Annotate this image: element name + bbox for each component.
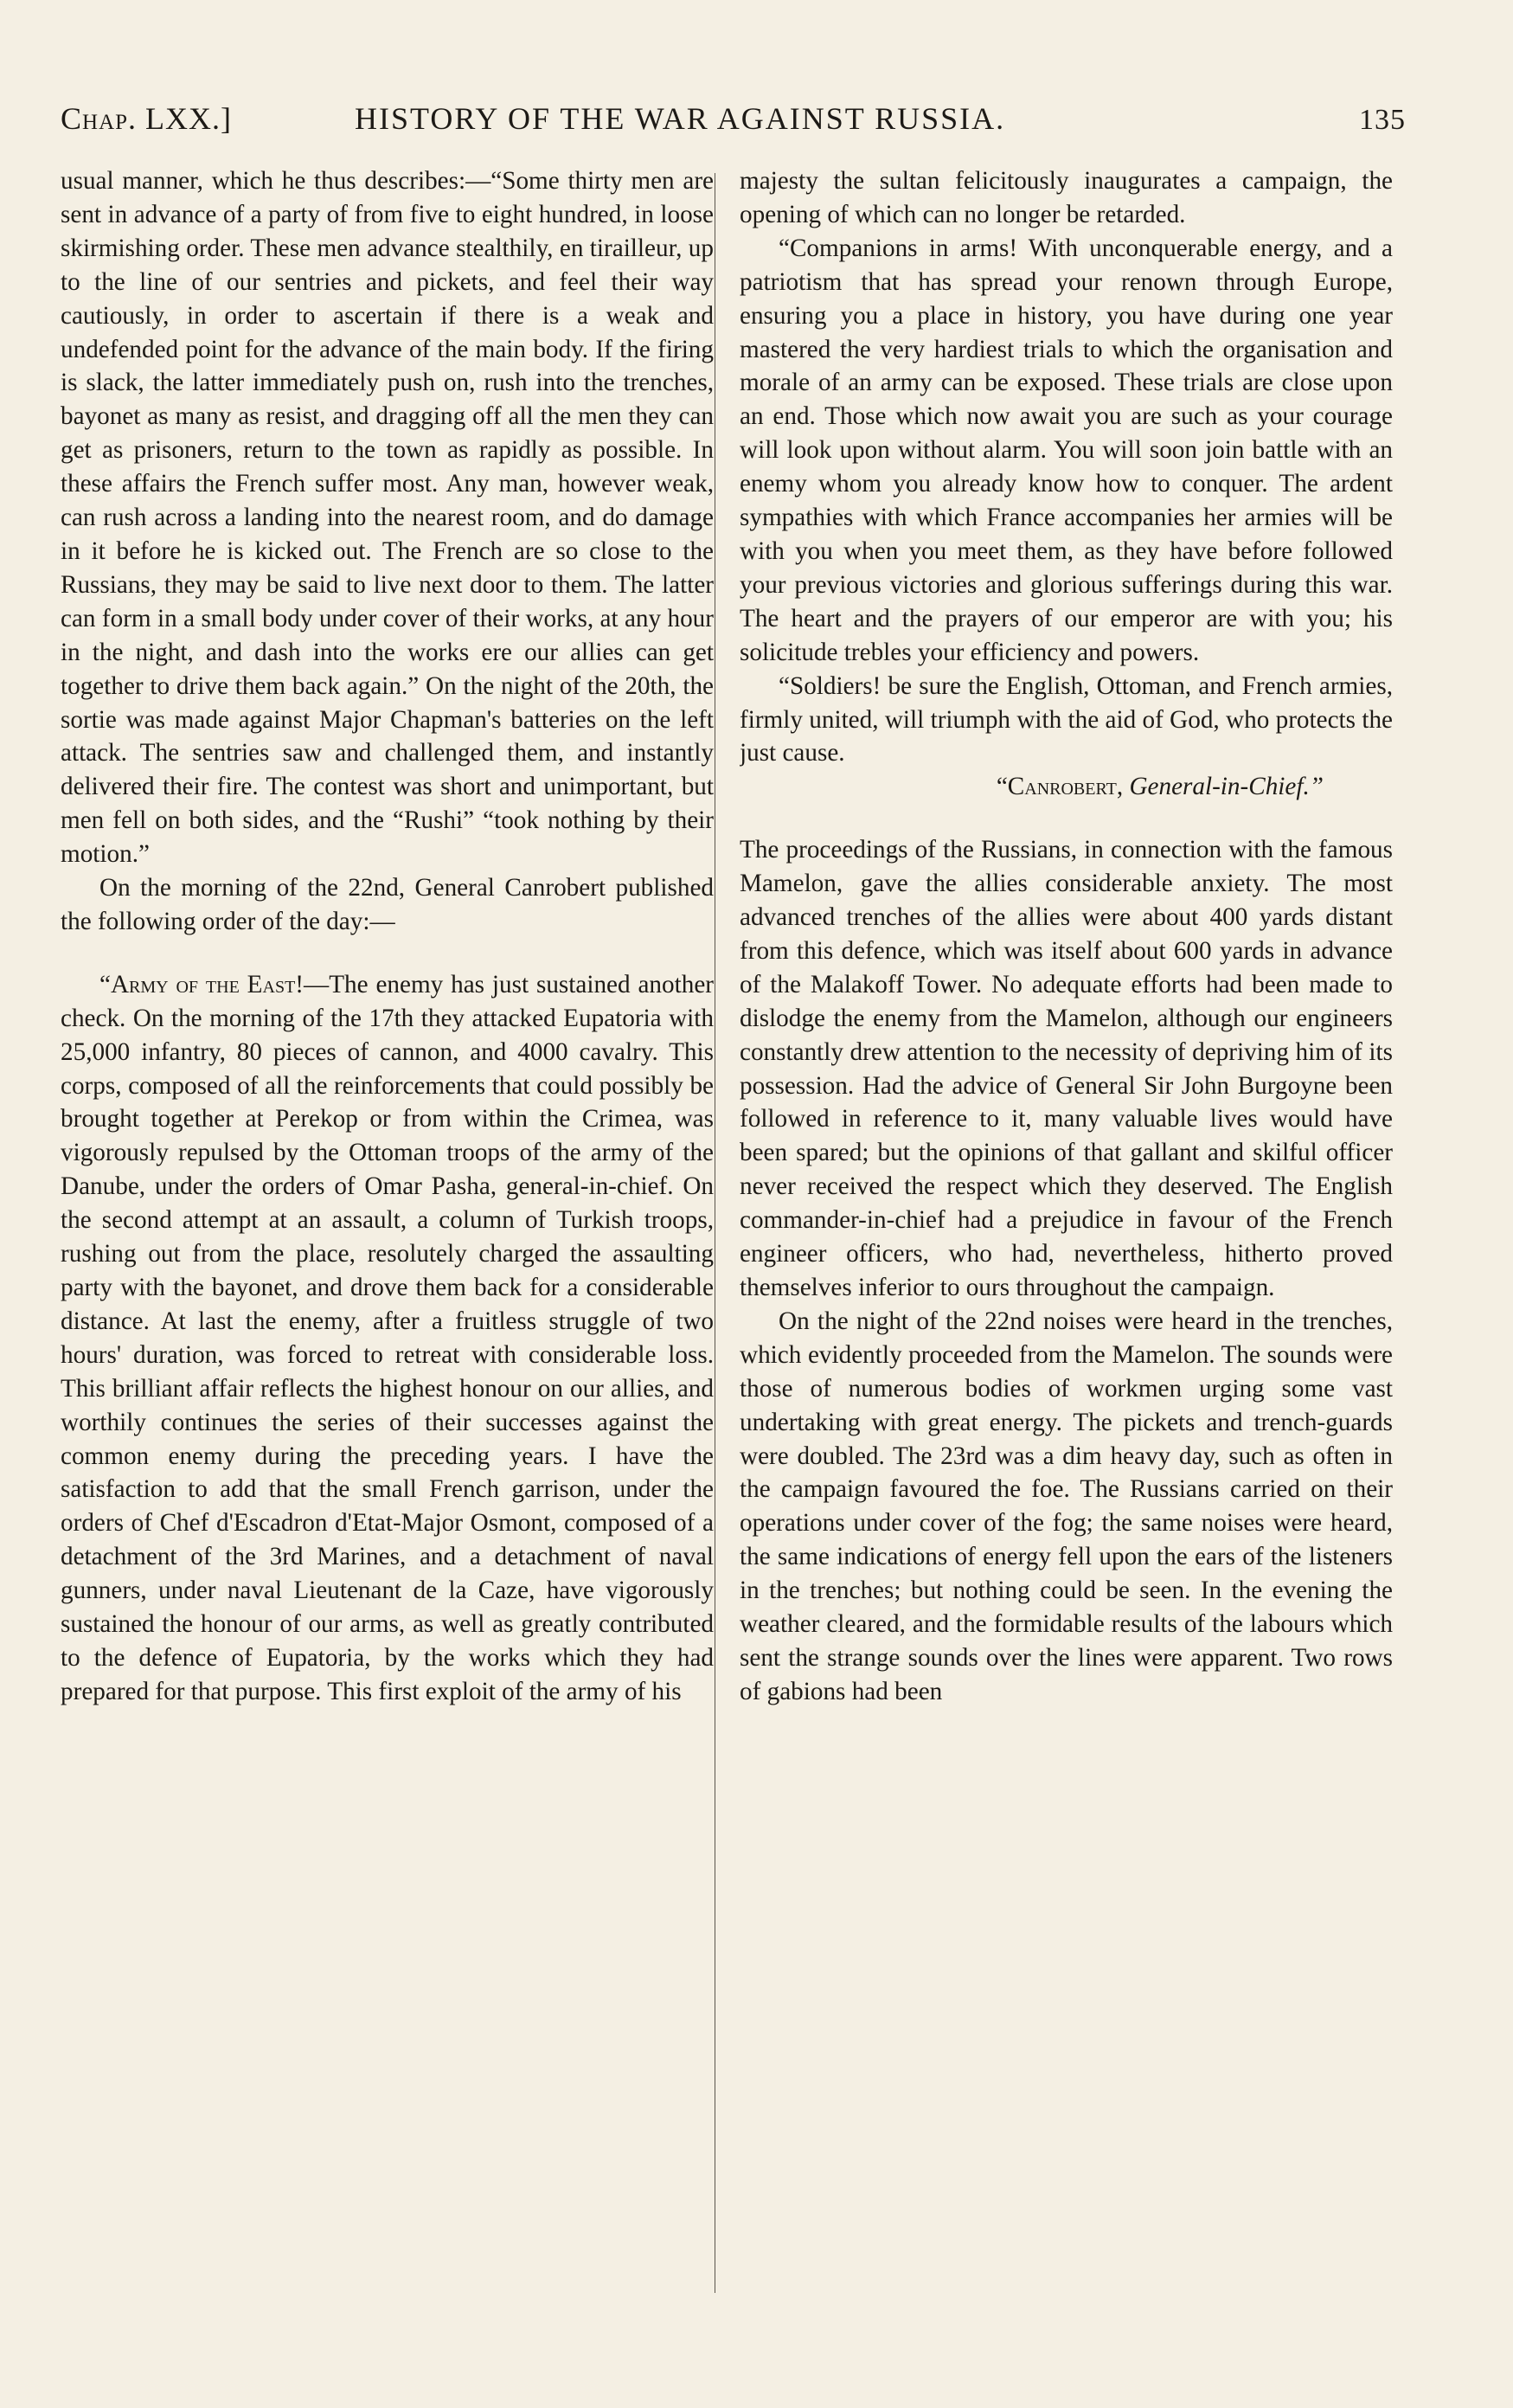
running-header	[61, 93, 1406, 145]
order-text: —The enemy has just sustained another check. On the morning of the 17th they attacked Eupatoria with 25,000 infantry, 80 pieces of cannon, and 4000 cavalry. This corps, composed of all the reinforcements that could possibly be brought together at Perekop or from within the Crimea, was vigorously repulsed by the Ottoman troops of the army of the Danube, under the orders of Omar Pasha, general-in-chief. On the second attempt at an assault, a column of Turkish troops, rushing out from the place, resolutely charged the assaulting party with the bayonet, and drove them back for a considerable distance. At last the enemy, after a fruitless struggle of two hours' duration, was forced to retreat with considerable loss. This brilliant affair reflects the highest honour on our allies, and worthily continues the series of their successes against the common enemy during the preceding years. I have the satisfaction to add that the small French garrison, under the orders of Chef d'Escadron d'Etat-Major Osmont, composed of a detachment of the 3rd Marines, and a detachment of naval gunners, under naval Lieutenant de la Caze, have vigorously sustained the honour of our arms, as well as greatly contributed to the defence of Eupatoria, by the works which they had prepared for that purpose. This first exploit of the army of his	[61, 970, 714, 1705]
left-paragraph-1: usual manner, which he thus describes:—“Some thirty men are sent in advance of a party of from five to eight hundred, in loose skirmishing order. These men advance stealthily, en tirailleur, up to the line of our sentries and pickets, and feel their way cautiously, in order to ascertain if there is a weak and undefended point for the advance of the main body. If the firing is slack, the latter immediately push on, rush into the trenches, bayonet as many as resist, and dragging off all the men they can get as prisoners, return to the town as rapidly as possible. In these affairs the French suffer most. Any man, however weak, can rush across a landing into the nearest room, and do damage in it before he is kicked out. The French are so close to the Russians, they may be said to live next door to them. The latter can form in a small body under cover of their works, at any hour in the night, and dash into the works ere our allies can get together to drive them back again.” On the night of the 20th, the sortie was made against Major Chapman's batteries on the left attack. The sentries saw and challenged them, and instantly delivered their fire. The contest was short and unimportant, but men fell on both sides, and the “Rushi” “took nothing by their motion.”	[61, 167, 714, 869]
chapter-label: Chap. LXX.]	[61, 101, 232, 136]
signature-title: General-in-Chief.”	[1129, 773, 1324, 801]
paragraph-gap	[61, 939, 714, 968]
right-paragraph-2: “Companions in arms! With unconquerable energy, and a patriotism that has spread your renown through Europe, ensuring you a place in history, you have during one year mastered the very hardiest trials to which the organisation and morale of an army can be exposed. These trials are close upon an end. Those which now await you are such as your courage will look upon without alarm. You will soon join battle with an enemy whom you already know how to conquer. The ardent sympathies with which France accompanies her armies will be with you when you meet them, as they have before followed your previous victories and glorious sufferings during this war. The heart and the prayers of our emperor are with you; his solicitude trebles your efficiency and powers.	[740, 234, 1393, 666]
left-paragraph-2: On the morning of the 22nd, General Canrobert published the following order of the day:—	[61, 874, 714, 935]
running-title: HISTORY OF THE WAR AGAINST RUSSIA.	[355, 101, 1006, 136]
right-paragraph-3: “Soldiers! be sure the English, Ottoman, and French armies, firmly united, will triumph with the aid of God, who protects the just cause.	[740, 671, 1393, 767]
right-paragraph-5: On the night of the 22nd noises were heard in the trenches, which evidently proceeded from the Mamelon. The sounds were those of numerous bodies of workmen urging some vast undertaking with great energy. The pickets and trench-guards were doubled. The 23rd was a dim heavy day, such as often in the campaign favoured the foe. The Russians carried on their operations under cover of the fog; the same noises were heard, the same indications of energy fell upon the ears of the listeners in the trenches; but nothing could be seen. In the evening the weather cleared, and the formidable results of the labours which sent the strange sounds over the lines were apparent. Two rows of gabions had been	[740, 1307, 1393, 1705]
right-paragraph-1: majesty the sultan felicitously inaugurates a campaign, the opening of which can no longer be retarded.	[740, 167, 1393, 228]
order-of-the-day	[61, 968, 714, 1709]
right-paragraph-4: The proceedings of the Russians, in connection with the famous Mamelon, gave the allies considerable anxiety. The most advanced trenches of the allies were about 400 yards distant from this defence, which was itself about 600 yards in advance of the Malakoff Tower. No adequate efforts had been made to dislodge the enemy from the Mamelon, although our engineers constantly drew attention to the necessity of depriving him of its possession. Had the advice of General Sir John Burgoyne been followed in reference to it, many valuable lives would have been spared; but the opinions of that gallant and skilful officer never received the respect which they deserved. The English commander-in-chief had a prejudice in favour of the French engineer officers, who had, nevertheless, hitherto proved themselves inferior to ours throughout the campaign.	[740, 836, 1393, 1301]
paragraph-gap	[740, 804, 1393, 833]
signature-name: “Canrobert,	[996, 773, 1124, 801]
order-salutation: “Army of the East!	[99, 970, 305, 999]
page-number: 135	[1359, 104, 1406, 136]
left-column	[61, 164, 714, 2276]
right-column	[740, 164, 1393, 2276]
order-signature	[740, 770, 1393, 804]
